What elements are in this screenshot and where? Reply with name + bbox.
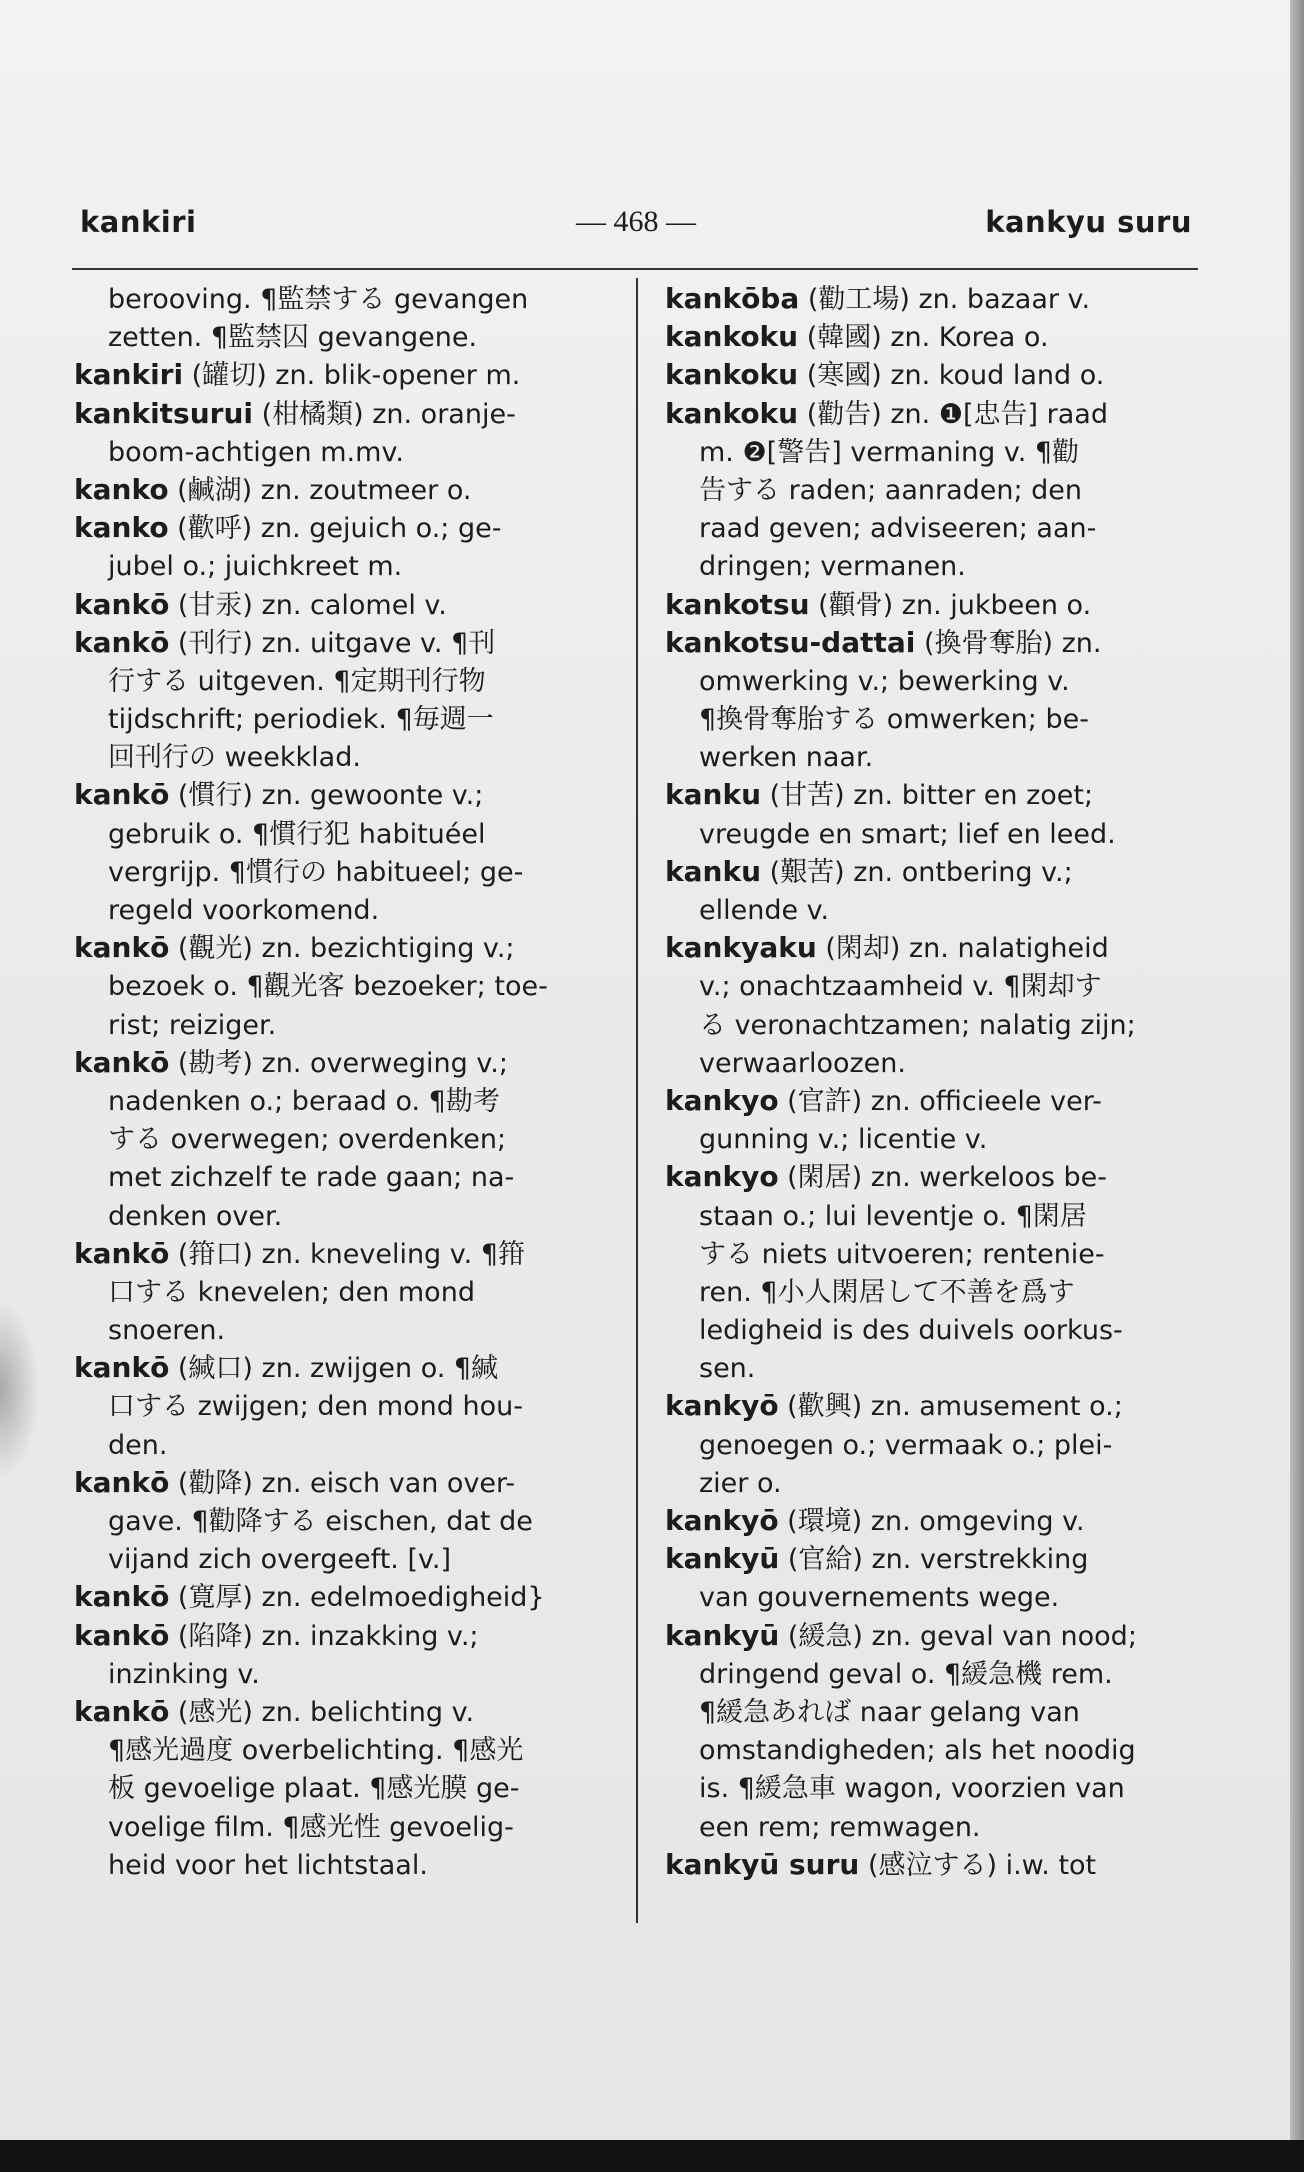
headword: kankoku [665,320,799,354]
dictionary-line [74,1693,619,1731]
headword: kankō [74,1465,170,1499]
dictionary-line [665,1731,1195,1769]
definition: jubel o.; juichkreet m. [108,551,403,583]
definition: heid voor het lichtstaal. [108,1849,428,1881]
headword: kankō [74,625,170,659]
dictionary-line [74,624,619,662]
definition: van gouvernements wege. [699,1582,1060,1614]
dictionary-line [665,318,1195,356]
definition: met zichzelf te rade gaan; na- [108,1162,515,1194]
dictionary-line [665,1197,1195,1235]
dictionary-line [665,1540,1195,1578]
definition: rist; reiziger. [108,1009,277,1041]
headword: kankiri [74,358,184,392]
dictionary-line [665,815,1195,853]
dictionary-line [74,738,619,776]
definition: regeld voorkomend. [108,895,380,926]
dictionary-line [665,471,1195,509]
dictionary-line [74,1158,619,1196]
dictionary-line [74,1655,619,1693]
definition: berooving. ¶監禁する gevangen [108,284,529,315]
dictionary-line [74,1006,619,1044]
definition: (環境) zn. omgeving v. [778,1506,1085,1537]
dictionary-line [74,1578,619,1616]
headword: kankitsurui [74,396,253,430]
dictionary-line [74,1540,619,1578]
definition: 行する uitgeven. ¶定期刊行物 [108,665,486,697]
definition: (刊行) zn. uitgave v. ¶刊 [169,627,496,659]
definition: is. ¶緩急車 wagon, voorzien van [699,1773,1125,1805]
definition: zetten. ¶監禁囚 gevangene. [108,322,478,354]
definition: genoegen o.; vermaak o.; plei- [699,1429,1113,1461]
definition: (緘口) zn. zwijgen o. ¶緘 [169,1353,499,1385]
definition: voelige film. ¶感光性 gevoelig- [108,1811,514,1843]
headword: kankyo [665,1083,779,1117]
definition: (柑橘類) zn. oranje- [253,398,516,430]
dictionary-line [665,1044,1195,1082]
definition: (勸工場) zn. bazaar v. [799,284,1091,315]
definition: vergrijp. ¶慣行の habitueel; ge- [108,856,524,888]
dictionary-line [665,776,1195,814]
definition: (歡興) zn. amusement o.; [778,1391,1123,1423]
definition: 板 gevoelige plaat. ¶感光膜 ge- [108,1773,520,1805]
headword: kankō [74,1618,170,1652]
dictionary-line [665,1846,1195,1884]
dictionary-line [74,929,619,967]
dictionary-line [665,1006,1195,1044]
dictionary-line [665,700,1195,738]
definition: (歡呼) zn. gejuich o.; ge- [168,513,502,545]
definition: omwerking v.; bewerking v. [699,665,1070,697]
page-edge-bottom [0,2140,1304,2172]
dictionary-line [665,1349,1195,1387]
dictionary-line [665,1387,1195,1425]
definition: (顴骨) zn. jukbeen o. [809,589,1092,621]
definition: sen. [699,1353,756,1385]
dictionary-line [665,1273,1195,1311]
definition: (閑居) zn. werkeloos be- [778,1162,1108,1194]
definition: (勘考) zn. overweging v.; [169,1047,508,1079]
headword: kanku [665,854,762,888]
definition: gave. ¶勸降する eischen, dat de [108,1506,533,1537]
dictionary-line [665,280,1195,318]
definition: (換骨奪胎) zn. [915,627,1102,659]
definition: (陷降) zn. inzakking v.; [169,1620,479,1652]
dictionary-line [74,356,619,394]
dictionary-line [665,1464,1195,1502]
definition: vreugde en smart; lief en leed. [699,818,1116,850]
dictionary-line [665,1502,1195,1540]
headword: kanko [74,472,169,506]
dictionary-line [74,586,619,624]
headword: kankyaku [665,931,817,965]
dictionary-line [74,395,619,433]
dictionary-line [74,967,619,1005]
definition: raad geven; adviseeren; aan- [699,513,1097,545]
header-first-entry: kankiri [80,205,197,239]
dictionary-line [74,1464,619,1502]
definition: 口する zwijgen; den mond hou- [108,1391,523,1423]
definition: snoeren. [108,1315,226,1347]
headword: kankyo [665,1160,779,1194]
headword: kanku [665,778,762,812]
dictionary-line [74,1349,619,1387]
dictionary-line [665,1617,1195,1655]
dictionary-line [665,356,1195,394]
headword: kankō [74,778,170,812]
definition: (甘汞) zn. calomel v. [169,589,447,621]
dictionary-line [665,1578,1195,1616]
dictionary-line [665,853,1195,891]
definition: (慣行) zn. gewoonte v.; [169,780,484,812]
dictionary-line [74,547,619,585]
definition: ¶緩急あれば naar gelang van [699,1696,1080,1728]
dictionary-line [74,433,619,471]
definition: (甘苦) zn. bitter en zoet; [761,780,1094,812]
definition: nadenken o.; beraad o. ¶勘考 [108,1085,500,1117]
dictionary-line [665,433,1195,471]
dictionary-line [74,318,619,356]
headword: kankō [74,587,170,621]
headword: kankō [74,1580,170,1614]
definition: (觀光) zn. bezichtiging v.; [169,933,515,965]
definition: (感泣する) i.w. tot [859,1849,1097,1881]
dictionary-line [665,662,1195,700]
headword: kanko [74,511,169,545]
headword: kankyō [665,1504,779,1537]
dictionary-line [74,1769,619,1807]
dictionary-line [665,1082,1195,1120]
headword: kankōba [665,282,800,315]
dictionary-line [665,1235,1195,1273]
definition: (鹹湖) zn. zoutmeer o. [168,474,472,506]
dictionary-line [74,1235,619,1273]
definition: ledigheid is des duivels oorkus- [699,1315,1123,1347]
definition: denken over. [108,1200,283,1232]
definition: (感光) zn. belichting v. [169,1696,475,1728]
dictionary-line [665,1769,1195,1807]
headword: kankyū [665,1542,780,1576]
definition: v.; onachtzaamheid v. ¶閑却す [699,971,1102,1003]
definition: (勸告) zn. ❶[忠告] raad [798,398,1108,430]
definition: (寒國) zn. koud land o. [798,360,1105,392]
definition: 回刊行の weekklad. [108,742,361,774]
page-edge-right [1290,0,1304,2172]
dictionary-line [74,1044,619,1082]
dictionary-line [74,1846,619,1884]
dictionary-line [74,700,619,738]
headword: kankotsu [665,587,810,621]
definition: dringend geval o. ¶緩急機 rem. [699,1658,1113,1690]
dictionary-line [74,1426,619,1464]
dictionary-line [74,471,619,509]
definition: (箝口) zn. kneveling v. ¶箝 [169,1238,526,1270]
dictionary-line [74,1311,619,1349]
dictionary-line [74,509,619,547]
dictionary-line [665,624,1195,662]
definition: (艱苦) zn. ontbering v.; [761,856,1073,888]
definition: する niets uitvoeren; rentenie- [699,1238,1105,1270]
definition: vijand zich overgeeft. [v.] [108,1544,451,1576]
definition: gunning v.; licentie v. [699,1124,988,1156]
definition: (勸降) zn. eisch van over- [169,1467,516,1499]
dictionary-line [665,395,1195,433]
dictionary-line [665,1693,1195,1731]
headword: kankyō [665,1389,779,1423]
definition: ren. ¶小人閑居して不善を爲す [699,1276,1075,1308]
definition: werken naar. [699,742,874,774]
headword: kankyū suru [665,1847,860,1881]
definition: omstandigheden; als het noodig [699,1735,1136,1767]
dictionary-line [665,1808,1195,1846]
definition: (罐切) zn. blik-opener m. [183,360,521,392]
definition: bezoek o. ¶觀光客 bezoeker; toe- [108,971,548,1003]
dictionary-line [74,1273,619,1311]
definition: (韓國) zn. Korea o. [798,322,1049,354]
headword: kankoku [665,358,799,392]
right-column [665,280,1195,1884]
dictionary-line [665,1426,1195,1464]
definition: dringen; vermanen. [699,551,966,583]
headword: kankō [74,1045,170,1079]
header-last-entry: kankyu suru [985,205,1192,239]
dictionary-line [665,1158,1195,1196]
definition: inzinking v. [108,1658,260,1690]
dictionary-line [665,509,1195,547]
headword: kankyū [665,1618,780,1652]
dictionary-line [665,1311,1195,1349]
dictionary-line [74,815,619,853]
dictionary-line [74,1120,619,1158]
dictionary-line [74,891,619,929]
headword: kankō [74,1694,170,1728]
definition: (寛厚) zn. edelmoedigheid} [169,1582,545,1614]
dictionary-line [665,547,1195,585]
dictionary-line [74,1731,619,1769]
running-header [80,205,1192,255]
definition: den. [108,1429,168,1461]
definition: 口する knevelen; den mond [108,1276,475,1308]
definition: ellende v. [699,895,830,926]
definition: verwaarloozen. [699,1047,906,1079]
definition: する overwegen; overdenken; [108,1124,507,1156]
definition: る veronachtzamen; nalatig zijn; [699,1009,1136,1041]
definition: m. ❷[警告] vermaning v. ¶勸 [699,436,1080,468]
dictionary-line [74,1082,619,1120]
definition: (官許) zn. officieele ver- [778,1085,1102,1117]
dictionary-line [665,586,1195,624]
dictionary-line [665,929,1195,967]
headword: kankotsu-dattai [665,625,916,659]
definition: (緩急) zn. geval van nood; [779,1620,1137,1652]
dictionary-line [665,1655,1195,1693]
dictionary-line [74,1387,619,1425]
dictionary-line [74,776,619,814]
page-stain [0,1300,40,1480]
definition: boom-achtigen m.mv. [108,436,404,468]
page-number: — 468 — [576,205,696,238]
dictionary-line [74,1617,619,1655]
definition: tijdschrift; periodiek. ¶毎週一 [108,704,494,736]
headword: kankō [74,931,170,965]
column-divider [636,278,638,1923]
definition: (閑却) zn. nalatigheid [816,933,1109,965]
definition: een rem; remwagen. [699,1811,981,1843]
definition: ¶換骨奪胎する omwerken; be- [699,704,1089,736]
definition: ¶感光過度 overbelichting. ¶感光 [108,1735,524,1767]
dictionary-line [665,891,1195,929]
headword: kankō [74,1351,170,1385]
dictionary-line [74,853,619,891]
dictionary-line [74,1808,619,1846]
left-column [74,280,619,1884]
dictionary-line [665,967,1195,1005]
header-rule [72,268,1198,270]
definition: gebruik o. ¶慣行犯 habituéel [108,818,486,850]
dictionary-line [665,738,1195,776]
definition: zier o. [699,1467,782,1499]
dictionary-line [74,280,619,318]
definition: staan o.; lui leventje o. ¶閑居 [699,1200,1087,1232]
definition: (官給) zn. verstrekking [779,1544,1089,1576]
dictionary-line [74,662,619,700]
dictionary-line [665,1120,1195,1158]
dictionary-line [74,1197,619,1235]
definition: 告する raden; aanraden; den [699,474,1083,506]
headword: kankoku [665,396,799,430]
headword: kankō [74,1236,170,1270]
dictionary-line [74,1502,619,1540]
